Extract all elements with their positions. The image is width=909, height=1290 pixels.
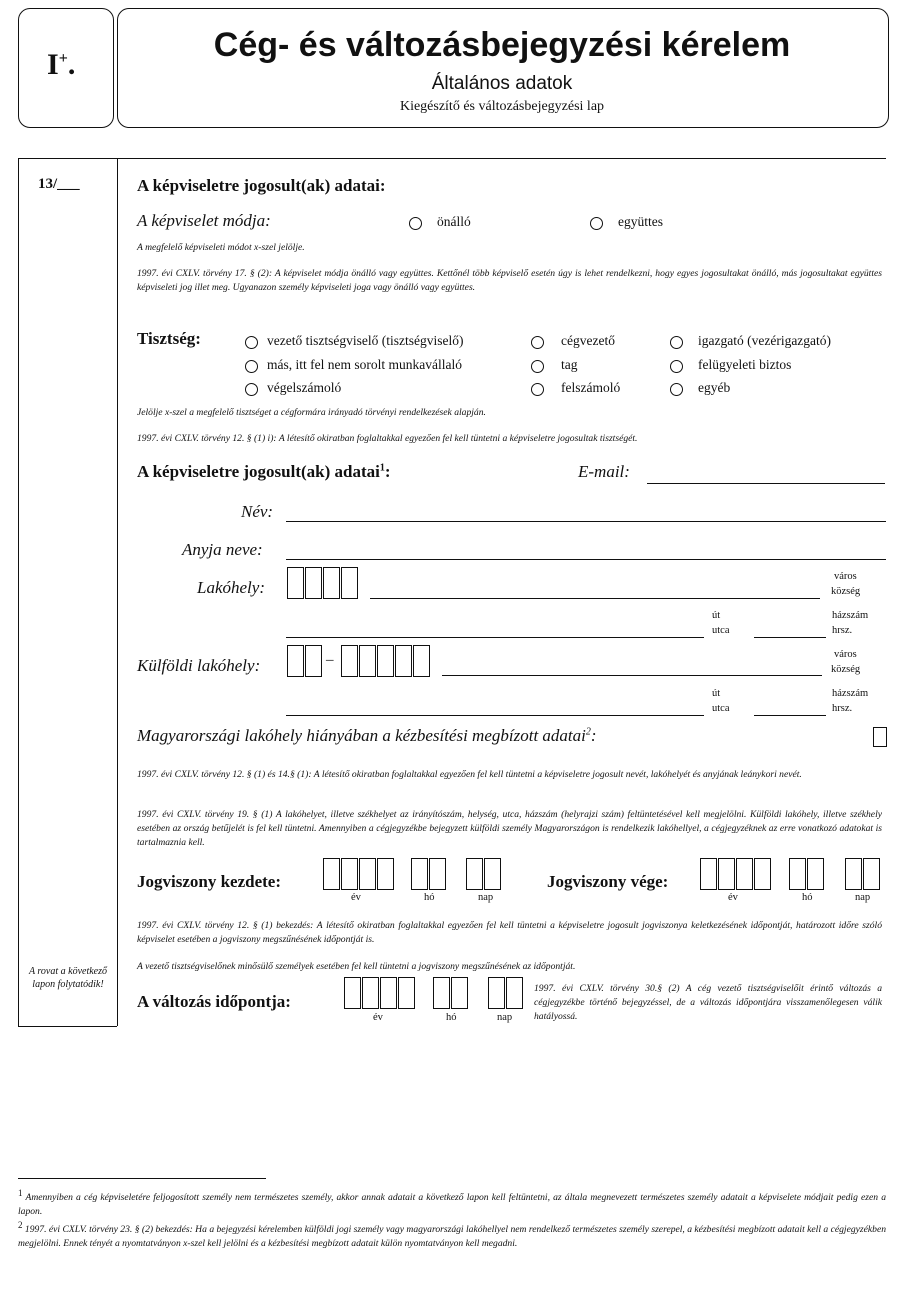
page-subsubtitle: Kiegészítő és változásbejegyzési lap xyxy=(399,99,605,114)
position-option-igazgato: igazgató (vezérigazgató) xyxy=(698,333,832,348)
country-code-cell[interactable] xyxy=(287,645,304,677)
position-option-felugyeleti: felügyeleti biztos xyxy=(698,357,792,372)
country-code-cell[interactable] xyxy=(305,645,322,677)
end-date-label: Jogviszony vége: xyxy=(547,872,669,891)
position-law: 1997. évi CXLV. törvény 12. § (1) i): A létesítő okiratban foglaltakkal egyezően fel kell tüntetni a képviseletre jogosultak tisztségét. xyxy=(137,433,638,444)
foreign-house-number-field[interactable] xyxy=(754,715,826,716)
position-radio-felszamolo[interactable] xyxy=(531,383,544,396)
postcode-cell[interactable] xyxy=(305,567,322,599)
start-month-cell[interactable] xyxy=(429,858,446,890)
start-day-caption: nap xyxy=(478,892,494,903)
position-radio-munkavallalo[interactable] xyxy=(245,360,258,373)
dates-law: 1997. évi CXLV. törvény 12. § (1) bekezdés: A létesítő okiratban foglaltakkal egyezően fel kell tüntetni a képviseletre jogosult jogviszonya keletkezésének időpontját, határozott időre szóló képviselet esetében a jogviszony megszűnésének időpontját is. xyxy=(137,920,882,945)
position-radio-tag[interactable] xyxy=(531,360,544,373)
address-law-1: 1997. évi CXLV. törvény 12. § (1) és 14.§ (1): A létesítő okiratban foglaltakkal egyezően fel kell tüntetni a képviseletre jogosult nevét, lakóhelyét és anyjának leánykori nevét. xyxy=(137,769,802,780)
mode-option-egyuttes: együttes xyxy=(618,214,663,229)
mode-hint: A megfelelő képviseleti módot x-szel jelölje. xyxy=(137,242,305,253)
delivery-agent-colon: : xyxy=(590,726,597,745)
footnote-2-number: 2 xyxy=(18,1220,23,1230)
position-option-vezeto: vezető tisztségviselő (tisztségviselő) xyxy=(267,333,464,348)
email-field[interactable] xyxy=(647,483,885,484)
start-year-cell[interactable] xyxy=(359,858,376,890)
footnote-1 xyxy=(18,1186,886,1219)
change-month-cell[interactable] xyxy=(451,977,468,1009)
change-year-caption: év xyxy=(373,1012,383,1023)
change-date-label: A változás időpontja: xyxy=(137,992,291,1011)
foreign-lot-number-label: hrsz. xyxy=(832,703,853,714)
lot-number-label: hrsz. xyxy=(832,625,853,636)
position-option-felszamolo: felszámoló xyxy=(561,380,621,395)
mode-radio-onallo[interactable] xyxy=(409,217,422,230)
change-day-cell[interactable] xyxy=(488,977,505,1009)
change-month-cell[interactable] xyxy=(433,977,450,1009)
change-year-cell[interactable] xyxy=(398,977,415,1009)
house-number-label: házszám xyxy=(832,610,869,621)
delivery-agent-text: Magyarországi lakóhely hiányában a kézbesítési megbízott adatai xyxy=(137,726,586,745)
foreign-street-label: utca xyxy=(712,703,730,714)
start-year-caption: év xyxy=(351,892,361,903)
frame-top-line xyxy=(18,158,886,159)
mode-law: 1997. évi CXLV. törvény 17. § (2): A képviselet módja önálló vagy együttes. Kettőnél több képviselő esetén úgy is lehet rendelkezni, hogy egyes jogosultakat önálló, más jogosultakat együttes képviseleti jog illet meg. Ugyanazon személy képviseleti joga vagy önálló vagy együttes. xyxy=(137,268,882,293)
form-code xyxy=(47,48,75,82)
start-month-cell[interactable] xyxy=(411,858,428,890)
position-option-vegelszamolo: végelszámoló xyxy=(267,380,342,395)
position-radio-vezeto[interactable] xyxy=(245,336,258,349)
foreign-street-field[interactable] xyxy=(286,715,704,716)
city-field[interactable] xyxy=(370,598,820,599)
change-law: 1997. évi CXLV. törvény 30.§ (2) A cég vezető tisztségviselőit érintő változás a cégjegyzékbe történő bejegyzéssel, de a változás időpontjára visszamenőlegesen válik hatályossá. xyxy=(534,983,882,1022)
foreign-city-label: város xyxy=(834,649,857,660)
foreign-postcode-cell[interactable] xyxy=(413,645,430,677)
position-radio-igazgato[interactable] xyxy=(670,336,683,349)
footnote-1-text: Amennyiben a cég képviseletére feljogosított személy nem természetes személy, akkor annak adatait a következő lapon kell feltüntetni, az általa megnevezett természetes személy adatait a képviselete módjait pedig ezen a lapon. xyxy=(18,1192,886,1218)
foreign-address-label: Külföldi lakóhely: xyxy=(137,656,261,675)
sidebar-right-line xyxy=(117,158,118,1026)
foreign-postcode-cell[interactable] xyxy=(377,645,394,677)
page-subtitle: Általános adatok xyxy=(431,73,573,94)
position-radio-felugyeleti[interactable] xyxy=(670,360,683,373)
start-year-cell[interactable] xyxy=(323,858,340,890)
section2-title xyxy=(137,462,391,482)
page-title: Cég- és változásbejegyzési kérelem xyxy=(213,26,791,64)
foreign-postcode-cell[interactable] xyxy=(341,645,358,677)
start-month-caption: hó xyxy=(424,892,435,903)
end-day-cell[interactable] xyxy=(845,858,862,890)
form-code-sup: + xyxy=(58,50,68,67)
mother-name-field[interactable] xyxy=(286,559,886,560)
end-year-cell[interactable] xyxy=(718,858,735,890)
footnote-1-number: 1 xyxy=(18,1188,23,1198)
village-label: község xyxy=(831,586,861,597)
position-radio-vegelszamolo[interactable] xyxy=(245,383,258,396)
name-label: Név: xyxy=(241,502,274,521)
position-label: Tisztség: xyxy=(137,329,201,348)
position-option-egyeb: egyéb xyxy=(698,380,731,395)
end-year-cell[interactable] xyxy=(700,858,717,890)
foreign-city-field[interactable] xyxy=(442,675,822,676)
road-label: út xyxy=(712,610,721,621)
section2-title-colon: : xyxy=(384,462,391,481)
street-field[interactable] xyxy=(286,637,704,638)
start-date-label: Jogviszony kezdete: xyxy=(137,872,282,891)
delivery-agent-checkbox[interactable] xyxy=(873,727,887,747)
country-dash: – xyxy=(326,652,334,668)
position-option-cegvezeto: cégvezető xyxy=(561,333,615,348)
mother-name-label: Anyja neve: xyxy=(182,540,263,559)
mode-label: A képviselet módja: xyxy=(137,211,271,230)
end-year-cell[interactable] xyxy=(736,858,753,890)
sidebar-bottom-line xyxy=(18,1026,117,1027)
position-option-munkavallalo: más, itt fel nem sorolt munkavállaló xyxy=(267,357,462,372)
position-hint: Jelölje x-szel a megfelelő tisztséget a cégformára irányadó törvényi rendelkezések alapján. xyxy=(137,407,486,418)
postcode-cell[interactable] xyxy=(323,567,340,599)
footnote-2 xyxy=(18,1218,886,1251)
start-day-cell[interactable] xyxy=(466,858,483,890)
sidebar-left-line xyxy=(18,158,19,1026)
city-label: város xyxy=(834,571,857,582)
foreign-village-label: község xyxy=(831,664,861,675)
postcode-cell[interactable] xyxy=(341,567,358,599)
change-year-cell[interactable] xyxy=(380,977,397,1009)
change-month-caption: hó xyxy=(446,1012,457,1023)
change-year-cell[interactable] xyxy=(344,977,361,1009)
foreign-postcode-cell[interactable] xyxy=(395,645,412,677)
start-year-cell[interactable] xyxy=(377,858,394,890)
footnote-ref-2: 2 xyxy=(585,726,591,738)
email-label: E-mail: xyxy=(578,462,630,481)
address-law-2: 1997. évi CXLV. törvény 19. § (1) A lakóhelyet, illetve székhelyet az irányítószám, helység, utca, házszám (helyrajzi szám) feltüntetésével kell megjelölni. Külföldi lakóhely, illetve székhely esetében az ország betűjelét is fel kell tüntetni. Amennyiben a cégjegyzékbe bejegyzett külföldi személy Magyarországon is rendelkezik lakóhellyel, a cégjegyzéknek az erre vonatkozó adatokat is tartalmaznia kell. xyxy=(137,809,882,848)
mode-radio-egyuttes[interactable] xyxy=(590,217,603,230)
change-day-caption: nap xyxy=(497,1012,513,1023)
postcode-cell[interactable] xyxy=(287,567,304,599)
position-radio-egyeb[interactable] xyxy=(670,383,683,396)
position-option-tag: tag xyxy=(561,357,578,372)
foreign-house-number-label: házszám xyxy=(832,688,869,699)
end-day-caption: nap xyxy=(855,892,871,903)
form-code-dot: . xyxy=(67,48,76,81)
footnote-ref-1: 1 xyxy=(379,462,385,474)
start-day-cell[interactable] xyxy=(484,858,501,890)
house-number-field[interactable] xyxy=(754,637,826,638)
position-radio-cegvezeto[interactable] xyxy=(531,336,544,349)
end-month-cell[interactable] xyxy=(807,858,824,890)
footnote-2-text: 1997. évi CXLV. törvény 23. § (2) bekezdés: Ha a bejegyzési kérelemben külföldi jogi személy vagy magyarországi lakóhellyel nem rendelkező természetes személy szerepel, a kézbesítési megbízott adatait kell a cégjegyzékben megjelölni. Ennek tényét a nyomtatványon x-szel kell jelölni és a kézbesítési megbízott adatait külön nyomtatványon kell megadni. xyxy=(18,1224,886,1250)
row-number: 13/___ xyxy=(38,176,80,192)
end-year-caption: év xyxy=(728,892,738,903)
continue-note: A rovat a következő lapon folytatódik! xyxy=(28,966,108,990)
start-year-cell[interactable] xyxy=(341,858,358,890)
section1-title: A képviseletre jogosult(ak) adatai: xyxy=(137,176,386,195)
address-label: Lakóhely: xyxy=(197,578,265,597)
foreign-postcode-cell[interactable] xyxy=(359,645,376,677)
foreign-road-label: út xyxy=(712,688,721,699)
end-year-cell[interactable] xyxy=(754,858,771,890)
mode-option-onallo: önálló xyxy=(437,214,471,229)
delivery-agent-label xyxy=(137,726,597,746)
street-label: utca xyxy=(712,625,730,636)
change-year-cell[interactable] xyxy=(362,977,379,1009)
end-day-cell[interactable] xyxy=(863,858,880,890)
name-field[interactable] xyxy=(286,521,886,522)
form-code-letter: I xyxy=(47,48,59,81)
change-day-cell[interactable] xyxy=(506,977,523,1009)
end-month-caption: hó xyxy=(802,892,813,903)
dates-note: A vezető tisztségviselőnek minősülő személyek esetében fel kell tüntetni a jogviszony megszűnésének az időpontját. xyxy=(137,961,576,972)
end-month-cell[interactable] xyxy=(789,858,806,890)
section2-title-text: A képviseletre jogosult(ak) adatai xyxy=(137,462,380,481)
footnote-divider xyxy=(18,1178,266,1179)
